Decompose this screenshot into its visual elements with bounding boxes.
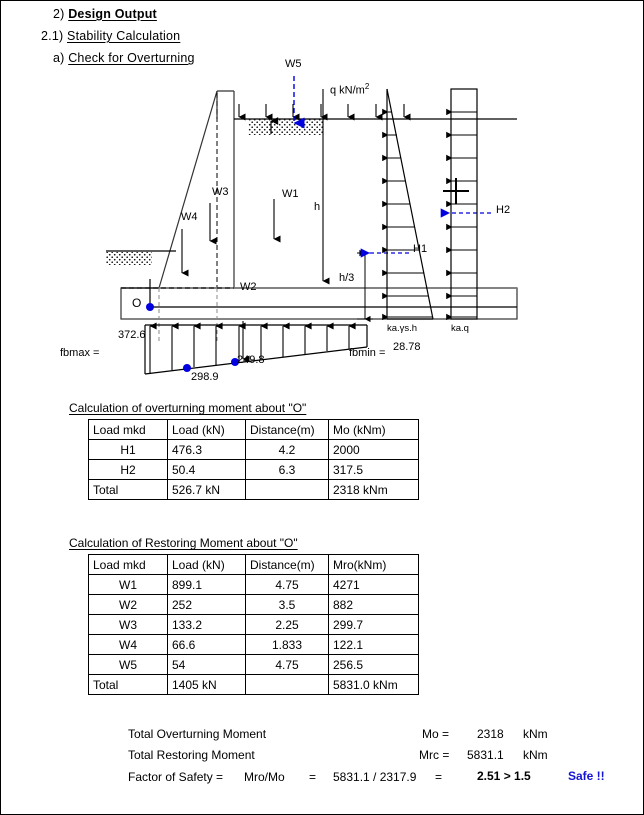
label-w4: W4 xyxy=(181,211,198,223)
cell-load: 66.6 xyxy=(168,635,246,655)
column-header-moment: Mro(kNm) xyxy=(329,555,419,575)
summary-overturning-unit: kNm xyxy=(523,727,548,741)
label-h-third: h/3 xyxy=(339,272,355,284)
heading-stability-calculation xyxy=(41,29,180,43)
label-w5: W5 xyxy=(285,58,302,70)
cell-moment: 256.5 xyxy=(329,655,419,675)
heading-title: Stability Calculation xyxy=(67,29,181,43)
label-ka-q: ka.q xyxy=(451,323,469,334)
heading-number: 2) xyxy=(53,7,65,21)
summary-fos-formula: Mro/Mo xyxy=(244,770,285,784)
table-row xyxy=(89,635,419,655)
label-w2: W2 xyxy=(240,281,257,293)
cell-mark: H1 xyxy=(89,440,168,460)
label-fbmax-value: 372.6 xyxy=(118,329,146,341)
label-ka-value: 28.78 xyxy=(393,341,421,353)
heading-number: 2.1) xyxy=(41,29,64,43)
label-pressure-mid-1: 298.9 xyxy=(191,371,219,383)
cell-moment: 122.1 xyxy=(329,635,419,655)
label-fbmax: fbmax = xyxy=(60,347,100,359)
heading-title: Check for Overturning xyxy=(68,51,195,65)
cell-distance: 1.833 xyxy=(246,635,329,655)
overturning-moment-table xyxy=(88,419,419,500)
origin-point-marker xyxy=(146,303,154,311)
table-header-row xyxy=(89,555,419,575)
summary-restoring-value: 5831.1 xyxy=(467,748,504,762)
cell-mark: W1 xyxy=(89,575,168,595)
cell-load: 133.2 xyxy=(168,615,246,635)
summary-overturning-label: Total Overturning Moment xyxy=(128,727,267,741)
cell-load: 476.3 xyxy=(168,440,246,460)
heading-number: a) xyxy=(53,51,65,65)
cell-total-label: Total xyxy=(89,675,168,695)
label-h: h xyxy=(314,201,321,213)
cell-distance: 3.5 xyxy=(246,595,329,615)
heading-title: Design Output xyxy=(68,7,157,21)
column-header-load-mkd: Load mkd xyxy=(89,420,168,440)
cell-moment: 317.5 xyxy=(329,460,419,480)
cell-total-load: 526.7 kN xyxy=(168,480,246,500)
restoring-moment-table xyxy=(88,554,419,695)
cell-distance: 4.75 xyxy=(246,655,329,675)
cell-mark: W5 xyxy=(89,655,168,675)
summary-fos-label: Factor of Safety = xyxy=(128,770,224,784)
retaining-wall-diagram xyxy=(1,51,644,396)
cell-moment: 299.7 xyxy=(329,615,419,635)
label-fbmin: fbmin = xyxy=(349,347,386,359)
cell-distance: 6.3 xyxy=(246,460,329,480)
label-h2: H2 xyxy=(496,204,511,216)
cell-load: 252 xyxy=(168,595,246,615)
table-header-row xyxy=(89,420,419,440)
label-surcharge-exponent: 2 xyxy=(364,82,370,91)
cell-load: 899.1 xyxy=(168,575,246,595)
summary-restoring-label: Total Restoring Moment xyxy=(128,748,255,762)
table-row xyxy=(89,440,419,460)
table-row xyxy=(89,655,419,675)
cell-distance: 4.75 xyxy=(246,575,329,595)
label-ka-gamma-s-h: ka.γs.h xyxy=(387,323,418,334)
cell-distance: 4.2 xyxy=(246,440,329,460)
column-header-moment: Mo (kNm) xyxy=(329,420,419,440)
label-h1: H1 xyxy=(413,243,428,255)
summary-fos-equals-2: = xyxy=(435,770,443,784)
restoring-table-caption: Calculation of Restoring Moment about "O" xyxy=(69,536,298,550)
label-w1: W1 xyxy=(282,188,299,200)
cell-mark: W4 xyxy=(89,635,168,655)
cell-mark: W2 xyxy=(89,595,168,615)
overturning-table-caption: Calculation of overturning moment about "O" xyxy=(69,401,307,415)
cell-total-moment: 5831.0 kNm xyxy=(329,675,419,695)
summary-fos-result: 2.51 > 1.5 xyxy=(477,769,531,783)
summary-fos-expression: 5831.1 / 2317.9 xyxy=(333,770,417,784)
cell-moment: 882 xyxy=(329,595,419,615)
cell-total-moment: 2318 kNm xyxy=(329,480,419,500)
cell-load: 54 xyxy=(168,655,246,675)
summary-overturning-symbol: Mo = xyxy=(422,727,450,741)
cell-moment: 2000 xyxy=(329,440,419,460)
column-header-load: Load (kN) xyxy=(168,420,246,440)
label-w3: W3 xyxy=(212,186,229,198)
summary-restoring-symbol: Mrc = xyxy=(419,748,450,762)
retaining-wall-svg xyxy=(1,51,644,396)
column-header-load: Load (kN) xyxy=(168,555,246,575)
table-total-row xyxy=(89,675,419,695)
cell-mark: H2 xyxy=(89,460,168,480)
label-surcharge: q $kN/m^2$ xyxy=(330,82,370,97)
column-header-distance: Distance(m) xyxy=(246,420,329,440)
table-row xyxy=(89,460,419,480)
cell-mark: W3 xyxy=(89,615,168,635)
table-row xyxy=(89,575,419,595)
table-row xyxy=(89,615,419,635)
summary-restoring-unit: kNm xyxy=(523,748,548,762)
column-header-distance: Distance(m) xyxy=(246,555,329,575)
cell-moment: 4271 xyxy=(329,575,419,595)
summary-overturning-value: 2318 xyxy=(477,727,504,741)
cell-total-distance xyxy=(246,675,329,695)
cell-total-distance xyxy=(246,480,329,500)
cell-load: 50.4 xyxy=(168,460,246,480)
table-row xyxy=(89,595,419,615)
table-total-row xyxy=(89,480,419,500)
summary-fos-equals-1: = xyxy=(309,770,317,784)
column-header-load-mkd: Load mkd xyxy=(89,555,168,575)
label-origin: O xyxy=(132,296,142,310)
cell-distance: 2.25 xyxy=(246,615,329,635)
cell-total-load: 1405 kN xyxy=(168,675,246,695)
pressure-point-marker-1 xyxy=(183,364,191,372)
summary-fos-status: Safe !! xyxy=(568,769,605,783)
cell-total-label: Total xyxy=(89,480,168,500)
heading-design-output xyxy=(53,7,157,21)
label-pressure-mid-2: 249.8 xyxy=(237,354,265,366)
